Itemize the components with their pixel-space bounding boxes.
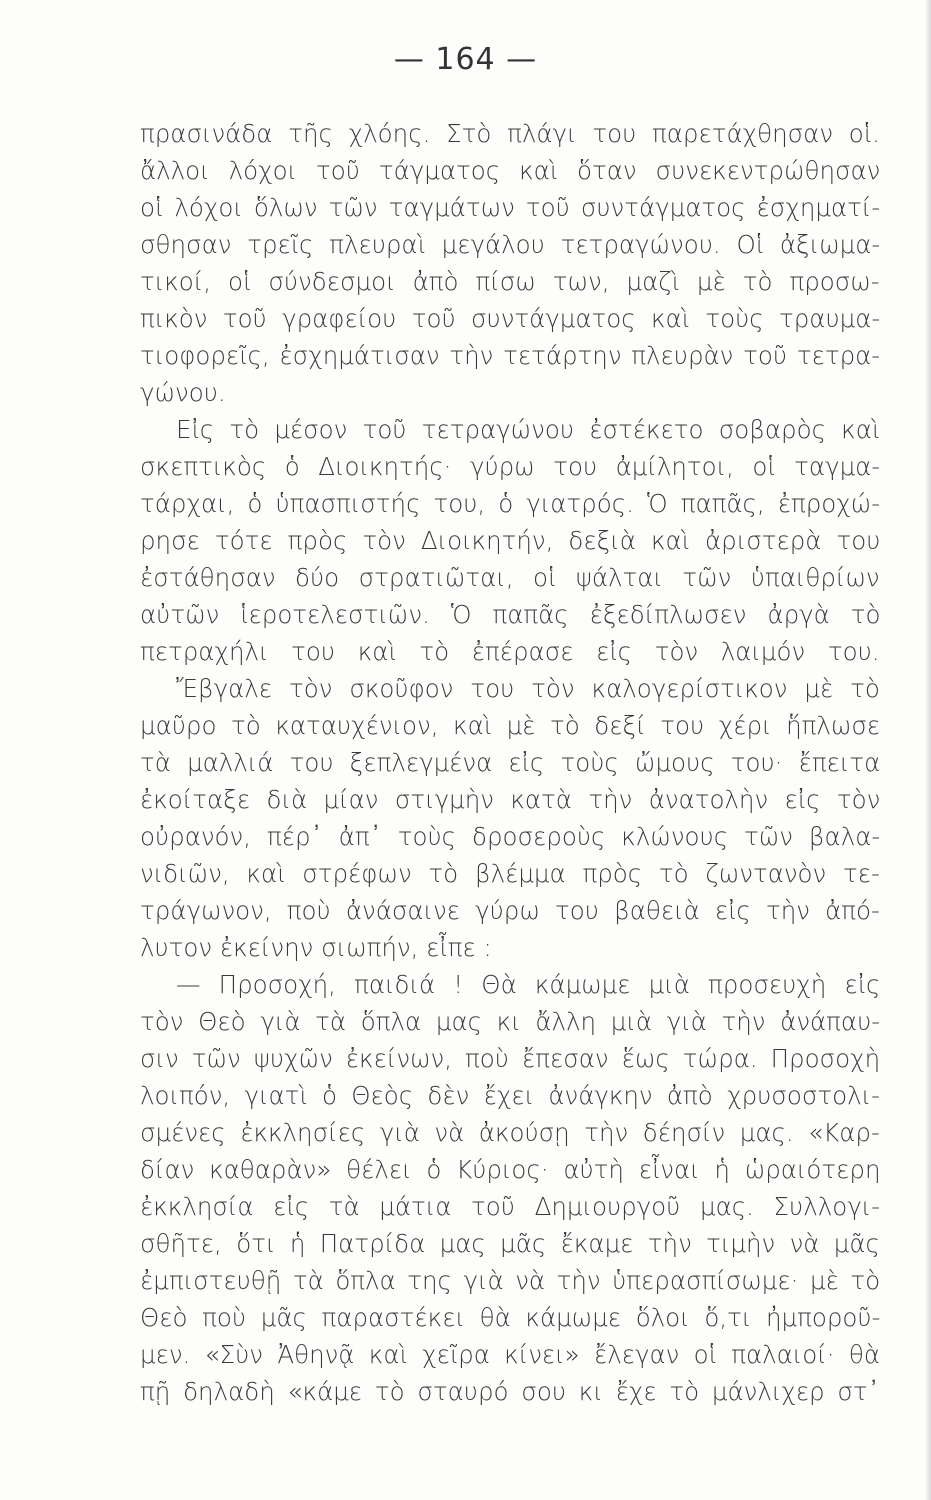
text-line: λοιπόν, γιατὶ ὁ Θεὸς δὲν ἔχει ἀνάγκην ἀπὸ χρυσοστολι- — [140, 1081, 880, 1110]
text-line: πικὸν τοῦ γραφείου τοῦ συντάγματος καὶ τοὺς τραυμα- — [140, 304, 881, 333]
text-line: σμένες ἐκκλησίες γιὰ νὰ ἀκούσῃ τὴν δέησίν μας. «Καρ- — [140, 1118, 880, 1147]
text-line: λυτον ἐκείνην σιωπήν, εἶπε : — [140, 933, 492, 962]
text-line: τιοφορεῖς, ἐσχημάτισαν τὴν τετάρτην πλευρὰν τοῦ τετρα- — [140, 341, 881, 370]
page-edge-shadow — [925, 0, 931, 1500]
text-line: Εἰς τὸ μέσον τοῦ τετραγώνου ἐστέκετο σοβαρὸς καὶ — [176, 415, 881, 444]
text-line: — Προσοχή, παιδιά ! Θὰ κάμωμε μιὰ προσευχὴ εἰς — [176, 970, 881, 999]
text-line: ἐκκλησία εἰς τὰ μάτια τοῦ Δημιουργοῦ μας. Συλλογι- — [140, 1192, 881, 1221]
text-line: οὐρανόν, πέρ᾽ ἀπ᾽ τοὺς δροσεροὺς κλώνους τῶν βαλα- — [140, 822, 881, 851]
text-line: οἱ λόχοι ὅλων τῶν ταγμάτων τοῦ συντάγματος ἐσχηματί- — [140, 193, 881, 222]
text-line: σθῆτε, ὅτι ἡ Πατρίδα μας μᾶς ἔκαμε τὴν τιμὴν νὰ μᾶς — [140, 1229, 880, 1258]
text-line: πετραχήλι του καὶ τὸ ἐπέρασε εἰς τὸν λαιμόν του. — [140, 637, 880, 666]
text-line: τικοί, οἱ σύνδεσμοι ἀπὸ πίσω των, μαζὶ μὲ τὸ προσω- — [140, 267, 880, 296]
text-line: πρασινάδα τῆς χλόης. Στὸ πλάγι του παρετάχθησαν οἱ. — [140, 119, 880, 148]
text-line: σθησαν τρεῖς πλευραὶ μεγάλου τετραγώνου. Οἱ ἀξιωμα- — [140, 230, 881, 259]
text-line: πῇ δηλαδὴ «κάμε τὸ σταυρό σου κι ἔχε τὸ μάνλιχερ στ᾽ — [140, 1377, 880, 1406]
page-number: — 164 — — [393, 42, 538, 77]
text-line: ἐκοίταξε διὰ μίαν στιγμὴν κατὰ τὴν ἀνατολὴν εἰς τὸν — [140, 785, 881, 814]
text-line: σιν τῶν ψυχῶν ἐκείνων, ποὺ ἔπεσαν ἕως τώρα. Προσοχὴ — [140, 1044, 881, 1073]
text-line: δίαν καθαρὰν» θέλει ὁ Κύριος· αὐτὴ εἶναι ἡ ὡραιότερη — [140, 1155, 881, 1184]
text-line: αὐτῶν ἱεροτελεστιῶν. Ὁ παπᾶς ἐξεδίπλωσεν ἀργὰ τὸ — [140, 600, 881, 629]
text-line: τὸν Θεὸ γιὰ τὰ ὅπλα μας κι ἄλλη μιὰ γιὰ τὴν ἀνάπαυ- — [140, 1007, 881, 1036]
text-line: νιδιῶν, καὶ στρέφων τὸ βλέμμα πρὸς τὸ ζωντανὸν τε- — [140, 859, 880, 888]
text-line: τράγωνον, ποὺ ἀνάσαινε γύρω του βαθειὰ εἰς τὴν ἀπό- — [140, 896, 880, 925]
text-line: μεν. «Σὺν Ἀθηνᾷ καὶ χεῖρα κίνει» ἔλεγαν οἱ παλαιοί· θὰ — [140, 1340, 881, 1369]
text-line: μαῦρο τὸ καταυχένιον, καὶ μὲ τὸ δεξί του χέρι ἥπλωσε — [140, 711, 881, 740]
text-line: ρησε τότε πρὸς τὸν Διοικητήν, δεξιὰ καὶ ἀριστερὰ του — [140, 526, 881, 555]
text-line: Θεὸ ποὺ μᾶς παραστέκει θὰ κάμωμε ὅλοι ὅ,τι ἠμποροῦ- — [140, 1303, 881, 1332]
text-line: σκεπτικὸς ὁ Διοικητής· γύρω του ἀμίλητοι, οἱ ταγμα- — [140, 452, 881, 481]
text-line: ἐμπιστευθῇ τὰ ὅπλα της γιὰ νὰ τὴν ὑπερασπίσωμε· μὲ τὸ — [140, 1266, 881, 1295]
text-line: ἄλλοι λόχοι τοῦ τάγματος καὶ ὅταν συνεκεντρώθησαν — [140, 156, 881, 185]
text-line: Ἔβγαλε τὸν σκοῦφον του τὸν καλογερίστικον μὲ τὸ — [176, 674, 880, 703]
text-line: ἐστάθησαν δύο στρατιῶται, οἱ ψάλται τῶν ὑπαιθρίων — [140, 563, 880, 592]
text-line: τὰ μαλλιά του ξεπλεγμένα εἰς τοὺς ὤμους του· ἔπειτα — [140, 748, 881, 777]
text-line: γώνου. — [140, 378, 226, 407]
text-line: τάρχαι, ὁ ὑπασπιστής του, ὁ γιατρός. Ὁ παπᾶς, ἐπροχώ- — [140, 489, 881, 518]
